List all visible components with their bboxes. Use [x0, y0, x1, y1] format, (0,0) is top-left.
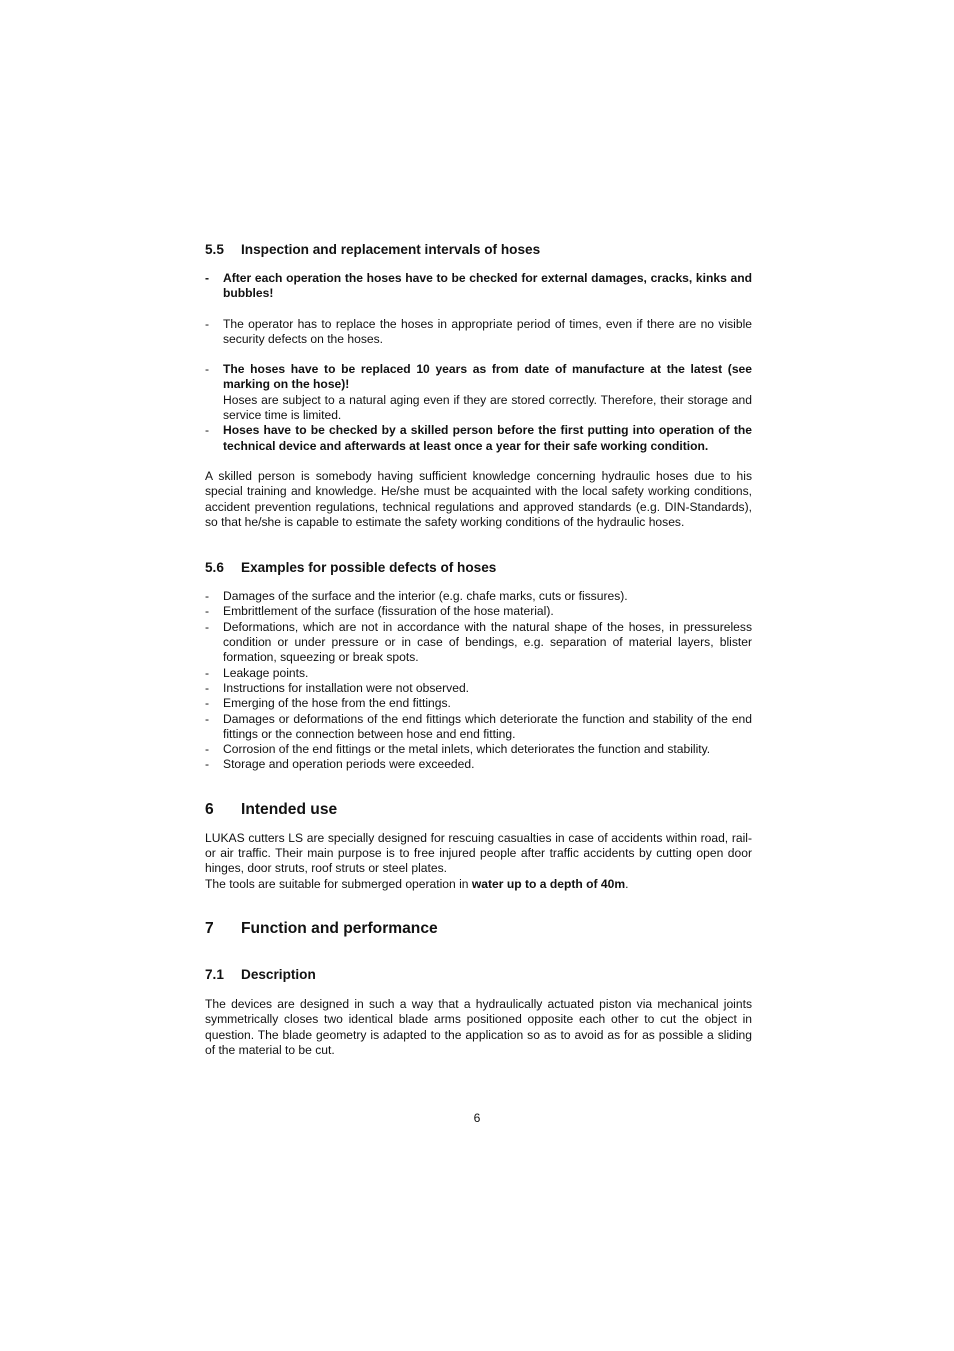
list-item: - Leakage points. [205, 665, 309, 680]
skilled-person-paragraph: A skilled person is somebody having sufficient knowledge concerning hydraulic hoses due to his special training and knowledge. He/she must be acquainted with the local safety working conditions, accident prevention regulations, technical regulations and approved standards (e.g. DIN-Standards), so that he/she is capable to estimate the safety working conditions of the hydraulic hoses. [205, 468, 752, 529]
intended-use-paragraph: LUKAS cutters LS are specially designed for rescuing casualties in case of accidents within road, rail- or air traffic. Their main purpose is to free injured people after traffic accidents by cutting open door hinges, door struts, roof struts or steel plates. The tools are suitable for submerged operation in water up to a depth of 40m. [205, 830, 752, 891]
list-item: - Damages or deformations of the end fittings which deteriorate the function and stability of the end fittings or the connection between hose and end fitting. [205, 711, 752, 741]
page-number: 6 [473, 1111, 481, 1125]
list-item: - The operator has to replace the hoses in appropriate period of times, even if there are no visible security defects on the hoses. [205, 316, 752, 346]
section-5-6-heading: 5.6 Examples for possible defects of hoses [205, 560, 497, 576]
list-item: - Storage and operation periods were exceeded. [205, 757, 475, 772]
depth-emphasis: water up to a depth of 40m [471, 876, 626, 891]
list-item: - Hoses have to be checked by a skilled person before the first putting into operation of the technical device and afterwards at least once a year for their safe working condition. [205, 423, 752, 453]
section-5-5-list [205, 271, 752, 454]
description-paragraph: The devices are designed in such a way that a hydraulically actuated piston via mechanical joints symmetrically closes two identical blade arms positioned opposite each other to cut the object in question. The blade geometry is adapted to the application so as to avoid as for as possible a sliding of the material to be cut. [205, 996, 752, 1057]
list-item: - The hoses have to be replaced 10 years as from date of manufacture at the latest (see marking on the hose)! Hoses are subject to a natural aging even if they are stored correctly. Therefore, their storage and service time is limited. [205, 362, 752, 423]
list-item: - Emerging of the hose from the end fittings. [205, 696, 451, 711]
section-7-1-heading: 7.1 Description [205, 966, 316, 982]
section-5-5-heading: 5.5 Inspection and replacement intervals of hoses [205, 242, 541, 257]
list-item: - After each operation the hoses have to be checked for external damages, cracks, kinks and bubbles! [205, 271, 752, 301]
section-6-heading: 6 Intended use [205, 800, 338, 818]
section-7-heading: 7 Function and performance [205, 919, 438, 937]
list-item: - Embrittlement of the surface (fissuration of the hose material). [205, 604, 554, 619]
defects-list [205, 589, 752, 773]
list-item: - Corrosion of the end fittings or the metal inlets, which deteriorates the function and stability. [205, 742, 711, 757]
document-page [205, 241, 752, 1058]
list-item: - Deformations, which are not in accordance with the natural shape of the hoses, in pressureless condition or under pressure or in case of bendings, e.g. separation of material layers, blister formation, squeezing or break spots. [205, 619, 752, 665]
list-item: - Damages of the surface and the interior (e.g. chafe marks, cuts or fissures). [205, 589, 628, 604]
list-item: - Instructions for installation were not observed. [205, 680, 470, 695]
